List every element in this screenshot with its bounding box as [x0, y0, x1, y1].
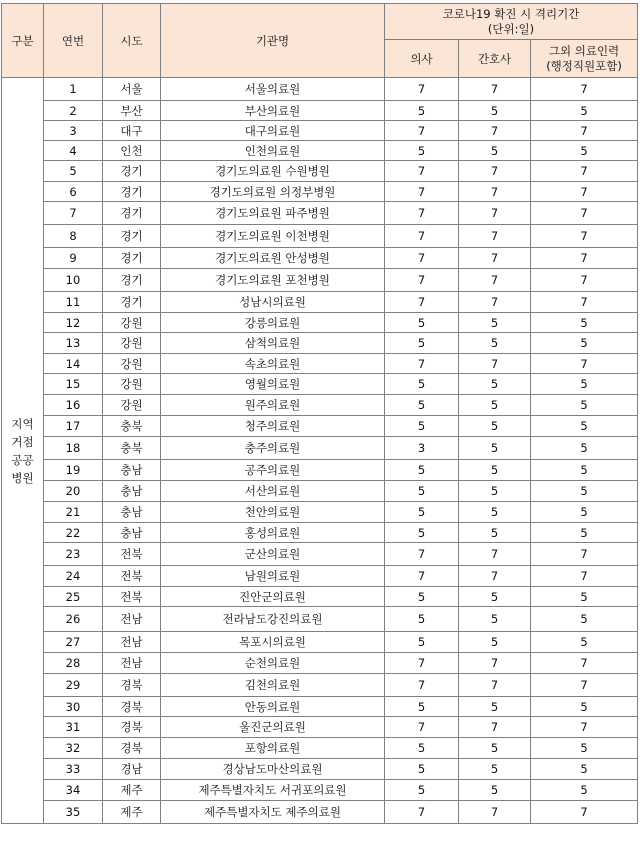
header-nurse: 간호사	[459, 40, 531, 78]
row-institution: 원주의료원	[161, 395, 385, 416]
row-nurse-days: 5	[459, 780, 531, 801]
row-nurse-days: 5	[459, 395, 531, 416]
table-row	[2, 587, 638, 607]
row-others-days: 7	[531, 225, 638, 248]
row-doctor-days: 3	[385, 437, 459, 460]
header-region: 시도	[103, 4, 161, 78]
header-category: 구분	[2, 4, 44, 78]
table-row	[2, 460, 638, 481]
table-row	[2, 674, 638, 697]
header-others	[531, 40, 638, 78]
row-number: 16	[44, 395, 103, 416]
row-doctor-days: 5	[385, 523, 459, 543]
row-others-days: 5	[531, 416, 638, 437]
row-region: 충남	[103, 502, 161, 523]
row-nurse-days: 5	[459, 587, 531, 607]
row-number: 10	[44, 269, 103, 292]
header-doctor: 의사	[385, 40, 459, 78]
row-region: 전북	[103, 587, 161, 607]
row-institution: 전라남도강진의료원	[161, 607, 385, 632]
row-nurse-days: 5	[459, 141, 531, 161]
row-institution: 충주의료원	[161, 437, 385, 460]
row-region: 충남	[103, 523, 161, 543]
row-region: 경남	[103, 759, 161, 780]
row-nurse-days: 7	[459, 801, 531, 824]
row-nurse-days: 5	[459, 759, 531, 780]
table-row	[2, 182, 638, 202]
table-row	[2, 717, 638, 738]
row-doctor-days: 7	[385, 248, 459, 269]
table-row	[2, 269, 638, 292]
row-nurse-days: 7	[459, 354, 531, 374]
row-others-days: 7	[531, 202, 638, 225]
row-nurse-days: 5	[459, 313, 531, 333]
row-region: 부산	[103, 101, 161, 121]
row-number: 24	[44, 566, 103, 587]
row-region: 전남	[103, 653, 161, 674]
category-line: 지역	[11, 416, 34, 431]
row-others-days: 7	[531, 543, 638, 566]
row-doctor-days: 7	[385, 78, 459, 101]
row-doctor-days: 7	[385, 801, 459, 824]
row-number: 14	[44, 354, 103, 374]
row-doctor-days: 5	[385, 587, 459, 607]
row-doctor-days: 7	[385, 292, 459, 313]
row-nurse-days: 7	[459, 674, 531, 697]
row-others-days: 5	[531, 632, 638, 653]
row-institution: 서산의료원	[161, 481, 385, 502]
row-others-days: 7	[531, 653, 638, 674]
table-row	[2, 395, 638, 416]
row-others-days: 5	[531, 759, 638, 780]
row-others-days: 5	[531, 587, 638, 607]
row-number: 13	[44, 333, 103, 354]
row-others-days: 7	[531, 161, 638, 182]
row-others-days: 5	[531, 738, 638, 759]
row-region: 경기	[103, 182, 161, 202]
row-institution: 경기도의료원 수원병원	[161, 161, 385, 182]
row-institution: 속초의료원	[161, 354, 385, 374]
row-nurse-days: 5	[459, 333, 531, 354]
row-others-days: 5	[531, 333, 638, 354]
row-region: 충북	[103, 437, 161, 460]
row-nurse-days: 7	[459, 248, 531, 269]
row-number: 25	[44, 587, 103, 607]
row-institution: 청주의료원	[161, 416, 385, 437]
row-nurse-days: 5	[459, 460, 531, 481]
table-container	[1, 3, 638, 824]
row-others-days: 5	[531, 607, 638, 632]
row-institution: 안동의료원	[161, 697, 385, 717]
row-number: 33	[44, 759, 103, 780]
header-quarantine-unit: (단위:일)	[487, 21, 535, 36]
row-number: 8	[44, 225, 103, 248]
row-region: 강원	[103, 333, 161, 354]
row-region: 전남	[103, 607, 161, 632]
table-row	[2, 416, 638, 437]
row-nurse-days: 7	[459, 161, 531, 182]
row-region: 전북	[103, 543, 161, 566]
row-doctor-days: 7	[385, 717, 459, 738]
row-region: 강원	[103, 354, 161, 374]
row-institution: 포항의료원	[161, 738, 385, 759]
row-others-days: 5	[531, 374, 638, 395]
row-doctor-days: 5	[385, 697, 459, 717]
row-number: 5	[44, 161, 103, 182]
header-others-line2: (행정직원포함)	[546, 58, 622, 73]
row-number: 30	[44, 697, 103, 717]
row-doctor-days: 5	[385, 780, 459, 801]
table-row	[2, 653, 638, 674]
row-number: 35	[44, 801, 103, 824]
row-number: 19	[44, 460, 103, 481]
row-others-days: 7	[531, 354, 638, 374]
row-nurse-days: 5	[459, 738, 531, 759]
table-row	[2, 292, 638, 313]
row-nurse-days: 5	[459, 437, 531, 460]
row-institution: 강릉의료원	[161, 313, 385, 333]
table-row	[2, 523, 638, 543]
row-number: 27	[44, 632, 103, 653]
table-row	[2, 161, 638, 182]
row-others-days: 5	[531, 437, 638, 460]
table-body	[2, 78, 638, 824]
row-others-days: 5	[531, 697, 638, 717]
row-region: 대구	[103, 121, 161, 141]
row-region: 경북	[103, 697, 161, 717]
row-region: 경기	[103, 269, 161, 292]
row-doctor-days: 5	[385, 738, 459, 759]
row-region: 충남	[103, 460, 161, 481]
row-region: 충남	[103, 481, 161, 502]
row-nurse-days: 5	[459, 502, 531, 523]
row-doctor-days: 7	[385, 202, 459, 225]
row-region: 경기	[103, 248, 161, 269]
row-institution: 경상남도마산의료원	[161, 759, 385, 780]
row-region: 경북	[103, 717, 161, 738]
table-row	[2, 374, 638, 395]
row-institution: 삼척의료원	[161, 333, 385, 354]
row-others-days: 7	[531, 269, 638, 292]
row-nurse-days: 7	[459, 566, 531, 587]
row-nurse-days: 7	[459, 225, 531, 248]
row-number: 32	[44, 738, 103, 759]
table-row	[2, 141, 638, 161]
row-number: 28	[44, 653, 103, 674]
row-doctor-days: 5	[385, 460, 459, 481]
row-doctor-days: 7	[385, 182, 459, 202]
row-others-days: 5	[531, 502, 638, 523]
row-number: 1	[44, 78, 103, 101]
row-region: 경북	[103, 738, 161, 759]
row-number: 23	[44, 543, 103, 566]
row-institution: 남원의료원	[161, 566, 385, 587]
row-number: 2	[44, 101, 103, 121]
row-institution: 경기도의료원 포천병원	[161, 269, 385, 292]
row-doctor-days: 5	[385, 141, 459, 161]
table-row	[2, 543, 638, 566]
row-nurse-days: 7	[459, 202, 531, 225]
row-region: 전남	[103, 632, 161, 653]
row-nurse-days: 5	[459, 374, 531, 395]
row-doctor-days: 5	[385, 374, 459, 395]
row-institution: 영월의료원	[161, 374, 385, 395]
row-region: 경기	[103, 202, 161, 225]
row-others-days: 7	[531, 248, 638, 269]
table-row	[2, 566, 638, 587]
row-institution: 울진군의료원	[161, 717, 385, 738]
row-institution: 경기도의료원 안성병원	[161, 248, 385, 269]
row-nurse-days: 7	[459, 269, 531, 292]
category-cell	[2, 78, 44, 824]
row-doctor-days: 5	[385, 502, 459, 523]
row-institution: 부산의료원	[161, 101, 385, 121]
row-region: 강원	[103, 374, 161, 395]
row-region: 인천	[103, 141, 161, 161]
row-region: 경기	[103, 292, 161, 313]
table-row	[2, 697, 638, 717]
row-region: 경기	[103, 161, 161, 182]
header-quarantine-title: 코로나19 확진 시 격리기간	[442, 6, 580, 21]
table-row	[2, 437, 638, 460]
row-others-days: 5	[531, 523, 638, 543]
row-doctor-days: 5	[385, 416, 459, 437]
row-nurse-days: 7	[459, 78, 531, 101]
row-others-days: 7	[531, 292, 638, 313]
row-doctor-days: 5	[385, 333, 459, 354]
row-number: 29	[44, 674, 103, 697]
table-row	[2, 759, 638, 780]
row-institution: 성남시의료원	[161, 292, 385, 313]
row-nurse-days: 5	[459, 101, 531, 121]
row-institution: 제주특별자치도 제주의료원	[161, 801, 385, 824]
row-others-days: 5	[531, 101, 638, 121]
table-row	[2, 502, 638, 523]
row-others-days: 7	[531, 182, 638, 202]
row-others-days: 7	[531, 121, 638, 141]
row-others-days: 5	[531, 141, 638, 161]
row-institution: 경기도의료원 의정부병원	[161, 182, 385, 202]
row-number: 34	[44, 780, 103, 801]
row-others-days: 7	[531, 566, 638, 587]
row-others-days: 7	[531, 717, 638, 738]
row-others-days: 5	[531, 313, 638, 333]
row-nurse-days: 5	[459, 632, 531, 653]
row-nurse-days: 5	[459, 523, 531, 543]
row-institution: 천안의료원	[161, 502, 385, 523]
row-number: 12	[44, 313, 103, 333]
table-row	[2, 481, 638, 502]
table-row	[2, 313, 638, 333]
row-number: 26	[44, 607, 103, 632]
row-doctor-days: 7	[385, 354, 459, 374]
category-line: 공공	[11, 452, 34, 467]
row-doctor-days: 5	[385, 607, 459, 632]
row-others-days: 5	[531, 481, 638, 502]
row-doctor-days: 7	[385, 653, 459, 674]
row-doctor-days: 7	[385, 225, 459, 248]
row-doctor-days: 5	[385, 481, 459, 502]
table-row	[2, 738, 638, 759]
table-row	[2, 121, 638, 141]
table-row	[2, 354, 638, 374]
row-region: 경기	[103, 225, 161, 248]
row-number: 31	[44, 717, 103, 738]
row-doctor-days: 5	[385, 313, 459, 333]
row-others-days: 5	[531, 780, 638, 801]
row-institution: 제주특별자치도 서귀포의료원	[161, 780, 385, 801]
row-nurse-days: 7	[459, 717, 531, 738]
row-doctor-days: 5	[385, 395, 459, 416]
row-region: 제주	[103, 780, 161, 801]
row-institution: 김천의료원	[161, 674, 385, 697]
row-region: 서울	[103, 78, 161, 101]
row-others-days: 5	[531, 395, 638, 416]
row-institution: 순천의료원	[161, 653, 385, 674]
row-number: 17	[44, 416, 103, 437]
row-institution: 서울의료원	[161, 78, 385, 101]
table-row	[2, 225, 638, 248]
row-institution: 경기도의료원 이천병원	[161, 225, 385, 248]
row-institution: 공주의료원	[161, 460, 385, 481]
row-doctor-days: 7	[385, 121, 459, 141]
row-nurse-days: 5	[459, 416, 531, 437]
row-region: 경북	[103, 674, 161, 697]
row-number: 6	[44, 182, 103, 202]
row-number: 7	[44, 202, 103, 225]
row-nurse-days: 7	[459, 543, 531, 566]
row-number: 3	[44, 121, 103, 141]
category-line: 거점	[11, 434, 34, 449]
row-institution: 경기도의료원 파주병원	[161, 202, 385, 225]
row-institution: 진안군의료원	[161, 587, 385, 607]
table-row	[2, 101, 638, 121]
row-institution: 인천의료원	[161, 141, 385, 161]
row-nurse-days: 5	[459, 607, 531, 632]
row-nurse-days: 5	[459, 481, 531, 502]
row-nurse-days: 7	[459, 653, 531, 674]
row-doctor-days: 5	[385, 101, 459, 121]
header-others-line1: 그외 의료인력	[548, 43, 620, 58]
row-nurse-days: 7	[459, 182, 531, 202]
row-doctor-days: 7	[385, 543, 459, 566]
row-institution: 목포시의료원	[161, 632, 385, 653]
row-institution: 군산의료원	[161, 543, 385, 566]
row-others-days: 7	[531, 801, 638, 824]
table-row	[2, 632, 638, 653]
row-number: 20	[44, 481, 103, 502]
table-row	[2, 780, 638, 801]
category-line: 병원	[11, 470, 34, 485]
row-doctor-days: 5	[385, 632, 459, 653]
row-others-days: 5	[531, 460, 638, 481]
table-row	[2, 333, 638, 354]
quarantine-period-table	[1, 3, 638, 824]
table-row	[2, 248, 638, 269]
row-doctor-days: 7	[385, 161, 459, 182]
row-region: 충북	[103, 416, 161, 437]
row-number: 15	[44, 374, 103, 395]
row-region: 강원	[103, 395, 161, 416]
row-institution: 홍성의료원	[161, 523, 385, 543]
row-region: 제주	[103, 801, 161, 824]
table-row	[2, 801, 638, 824]
table-row	[2, 78, 638, 101]
row-nurse-days: 7	[459, 121, 531, 141]
row-region: 전북	[103, 566, 161, 587]
row-doctor-days: 5	[385, 759, 459, 780]
header-institution: 기관명	[161, 4, 385, 78]
table-row	[2, 607, 638, 632]
row-others-days: 7	[531, 78, 638, 101]
row-doctor-days: 7	[385, 269, 459, 292]
row-doctor-days: 7	[385, 674, 459, 697]
row-number: 4	[44, 141, 103, 161]
row-region: 강원	[103, 313, 161, 333]
table-row	[2, 202, 638, 225]
row-number: 9	[44, 248, 103, 269]
row-others-days: 7	[531, 674, 638, 697]
row-institution: 대구의료원	[161, 121, 385, 141]
row-nurse-days: 5	[459, 697, 531, 717]
row-number: 11	[44, 292, 103, 313]
header-number: 연번	[44, 4, 103, 78]
row-nurse-days: 7	[459, 292, 531, 313]
header-quarantine-group	[385, 4, 638, 40]
row-number: 21	[44, 502, 103, 523]
row-doctor-days: 7	[385, 566, 459, 587]
row-number: 22	[44, 523, 103, 543]
row-number: 18	[44, 437, 103, 460]
